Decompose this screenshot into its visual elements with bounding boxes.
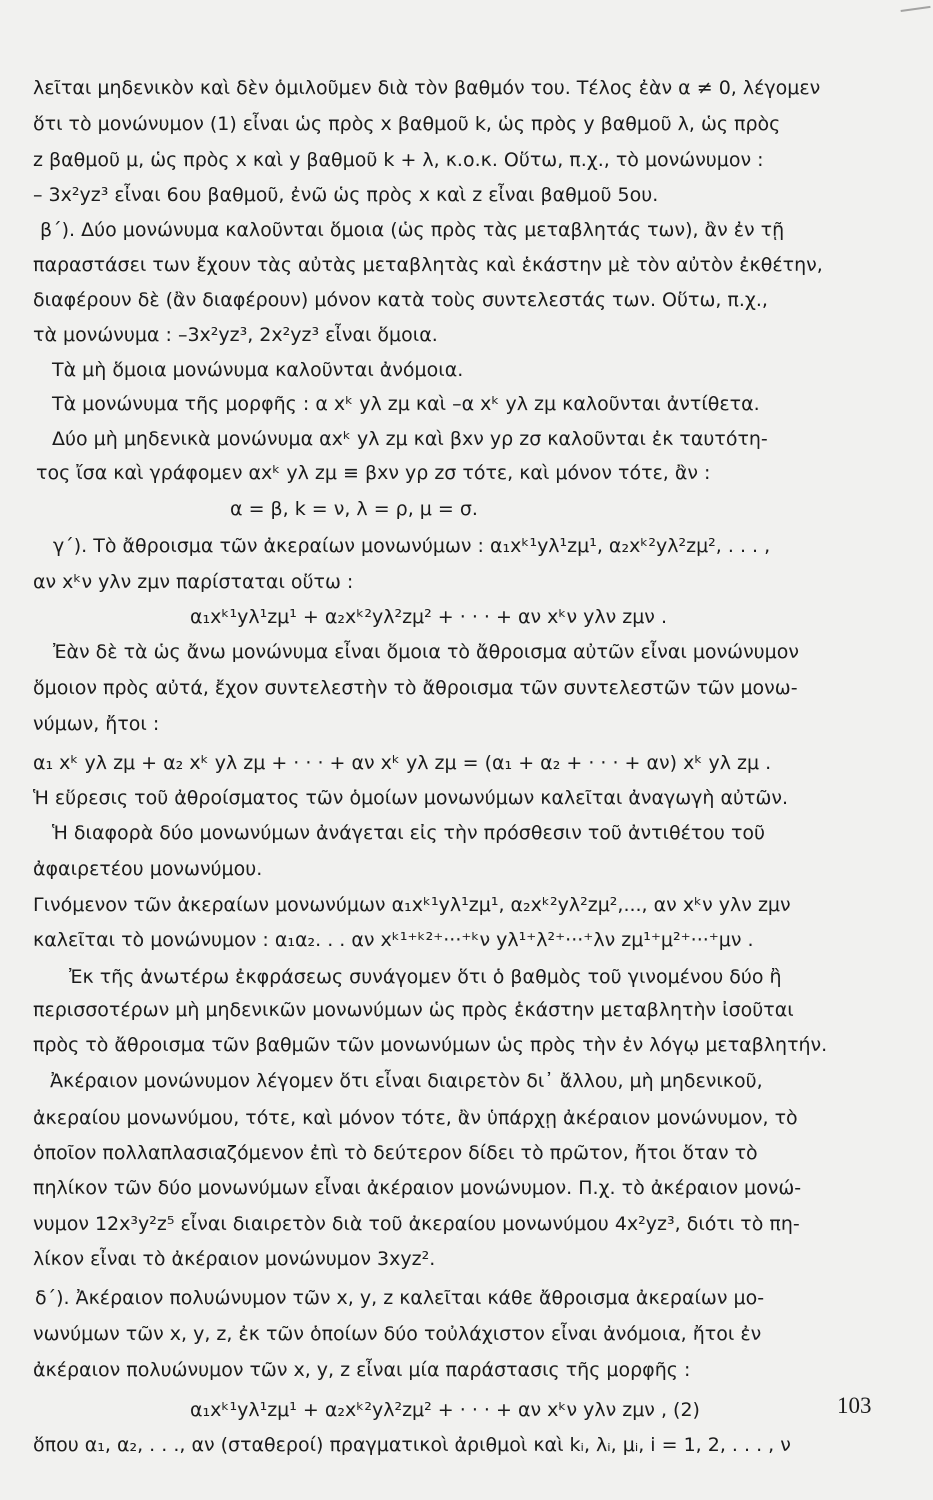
text-line: Τὰ μονώνυμα τῆς μορφῆς : α xᵏ yλ zμ καὶ –α xᵏ yλ zμ καλοῦνται ἀντίθετα. [52, 393, 760, 415]
text-line: πηλίκον τῶν δύο μονωνύμων εἶναι ἀκέραιον μονώνυμον. Π.χ. τὸ ἀκέραιον μονώ- [33, 1177, 802, 1199]
text-line: Ἡ διαφορὰ δύο μονωνύμων ἀνάγεται εἰς τὴν πρόσθεσιν τοῦ ἀντιθέτου τοῦ [52, 822, 766, 844]
text-line: λίκον εἶναι τὸ ἀκέραιον μονώνυμον 3xyz². [33, 1248, 436, 1270]
text-line: α = β, k = ν, λ = ρ, μ = σ. [230, 498, 478, 520]
text-line: Ἐὰν δὲ τὰ ὡς ἄνω μονώνυμα εἶναι ὅμοια τὸ ἄθροισμα αὐτῶν εἶναι μονώνυμον [53, 641, 800, 663]
text-line: β΄). Δύο μονώνυμα καλοῦνται ὅμοια (ὡς πρὸς τὰς μεταβλητάς των), ἂν ἐν τῇ [40, 219, 785, 241]
text-line: ὅτι τὸ μονώνυμον (1) εἶναι ὡς πρὸς x βαθμοῦ k, ὡς πρὸς y βαθμοῦ λ, ὡς πρὸς [33, 113, 781, 135]
text-line: παραστάσει των ἔχουν τὰς αὐτὰς μεταβλητὰς καὶ ἑκάστην μὲ τὸν αὐτὸν ἐκθέτην, [33, 254, 823, 276]
text-line: ὅμοιον πρὸς αὐτά, ἔχον συντελεστὴν τὸ ἄθροισμα τῶν συντελεστῶν τῶν μονω- [33, 677, 798, 699]
text-line: ἀκέραιον πολυώνυμον τῶν x, y, z εἶναι μία παράστασις τῆς μορφῆς : [33, 1359, 691, 1381]
text-line: αν xᵏν yλν zμν παρίσταται οὕτω : [33, 571, 354, 593]
text-line: νύμων, ἤτοι : [33, 713, 160, 735]
text-line: νωνύμων τῶν x, y, z, ἐκ τῶν ὁποίων δύο τοὐλάχιστον εἶναι ἀνόμοια, ἤτοι ἐν [33, 1323, 762, 1345]
text-line: τος ἴσα καὶ γράφομεν αxᵏ yλ zμ ≡ βxν yρ zσ τότε, καὶ μόνον τότε, ἂν : [36, 462, 711, 484]
text-line: ἀφαιρετέου μονωνύμου. [33, 858, 263, 880]
text-line: τὰ μονώνυμα : –3x²yz³, 2x²yz³ εἶναι ὅμοια. [33, 324, 438, 346]
text-line: διαφέρουν δὲ (ἂν διαφέρουν) μόνον κατὰ τοὺς συντελεστάς των. Οὕτω, π.χ., [33, 289, 768, 311]
text-line: λεῖται μηδενικὸν καὶ δὲν ὁμιλοῦμεν διὰ τὸν βαθμόν του. Τέλος ἐὰν α ≠ 0, λέγομεν [33, 77, 821, 99]
text-line: γ΄). Τὸ ἄθροισμα τῶν ἀκεραίων μονωνύμων : α₁xᵏ¹yλ¹zμ¹, α₂xᵏ²yλ²zμ², . . . , [53, 535, 771, 557]
text-line: α₁xᵏ¹yλ¹zμ¹ + α₂xᵏ²yλ²zμ² + · · · + αν xᵏν yλν zμν . [190, 606, 668, 628]
text-line: ὅπου α₁, α₂, . . ., αν (σταθεροί) πραγματικοὶ ἀριθμοὶ καὶ kᵢ, λᵢ, μᵢ, i = 1, 2, . . . , ν [33, 1434, 791, 1456]
text-line: Ἀκέραιον μονώνυμον λέγομεν ὅτι εἶναι διαιρετὸν δι᾿ ἄλλου, μὴ μηδενικοῦ, [50, 1070, 763, 1092]
text-line: ἀκεραίου μονωνύμου, τότε, καὶ μόνον τότε, ἂν ὑπάρχῃ ἀκέραιον μονώνυμον, τὸ [33, 1107, 798, 1129]
text-line: Δύο μὴ μηδενικὰ μονώνυμα αxᵏ yλ zμ καὶ βxν yρ zσ καλοῦνται ἐκ ταυτότη- [52, 428, 768, 450]
page-number: 103 [837, 1393, 872, 1418]
text-line: Τὰ μὴ ὅμοια μονώνυμα καλοῦνται ἀνόμοια. [52, 359, 464, 381]
text-line: α₁xᵏ¹yλ¹zμ¹ + α₂xᵏ²yλ²zμ² + · · · + αν xᵏν yλν zμν , (2) [190, 1399, 700, 1421]
text-line: α₁ xᵏ yλ zμ + α₂ xᵏ yλ zμ + · · · + αν xᵏ yλ zμ = (α₁ + α₂ + · · · + αν) xᵏ yλ zμ . [33, 752, 772, 774]
corner-mark [899, 0, 930, 12]
text-line: Ἐκ τῆς ἀνωτέρω ἐκφράσεως συνάγομεν ὅτι ὁ βαθμὸς τοῦ γινομένου δύο ἢ [69, 966, 782, 988]
text-line: z βαθμοῦ μ, ὡς πρὸς x καὶ y βαθμοῦ k + λ, κ.ο.κ. Οὕτω, π.χ., τὸ μονώνυμον : [33, 149, 764, 171]
text-line: περισσοτέρων μὴ μηδενικῶν μονωνύμων ὡς πρὸς ἑκάστην μεταβλητὴν ἰσοῦται [33, 999, 794, 1021]
text-line: νυμον 12x³y²z⁵ εἶναι διαιρετὸν διὰ τοῦ ἀκεραίου μονωνύμου 4x²yz³, διότι τὸ πη- [33, 1213, 800, 1235]
text-line: καλεῖται τὸ μονώνυμον : α₁α₂. . . αν xᵏ¹⁺ᵏ²⁺···⁺ᵏν yλ¹⁺λ²⁺···⁺λν zμ¹⁺μ²⁺···⁺μν . [33, 929, 754, 951]
text-line: δ΄). Ἀκέραιον πολυώνυμον τῶν x, y, z καλεῖται κάθε ἄθροισμα ἀκεραίων μο- [35, 1287, 765, 1309]
text-line: Γινόμενον τῶν ἀκεραίων μονωνύμων α₁xᵏ¹yλ¹zμ¹, α₂xᵏ²yλ²zμ²,..., αν xᵏν yλν zμν [33, 894, 791, 916]
text-line: – 3x²yz³ εἶναι 6ου βαθμοῦ, ἐνῶ ὡς πρὸς x καὶ z εἶναι βαθμοῦ 5ου. [33, 184, 659, 206]
text-line: πρὸς τὸ ἄθροισμα τῶν βαθμῶν τῶν μονωνύμων ὡς πρὸς τὴν ἐν λόγῳ μεταβλητήν. [33, 1034, 828, 1056]
text-line: ὁποῖον πολλαπλασιαζόμενον ἐπὶ τὸ δεύτερον δίδει τὸ πρῶτον, ἤτοι ὅταν τὸ [33, 1142, 758, 1164]
text-line: Ἡ εὕρεσις τοῦ ἀθροίσματος τῶν ὁμοίων μονωνύμων καλεῖται ἀναγωγὴ αὐτῶν. [33, 787, 789, 809]
